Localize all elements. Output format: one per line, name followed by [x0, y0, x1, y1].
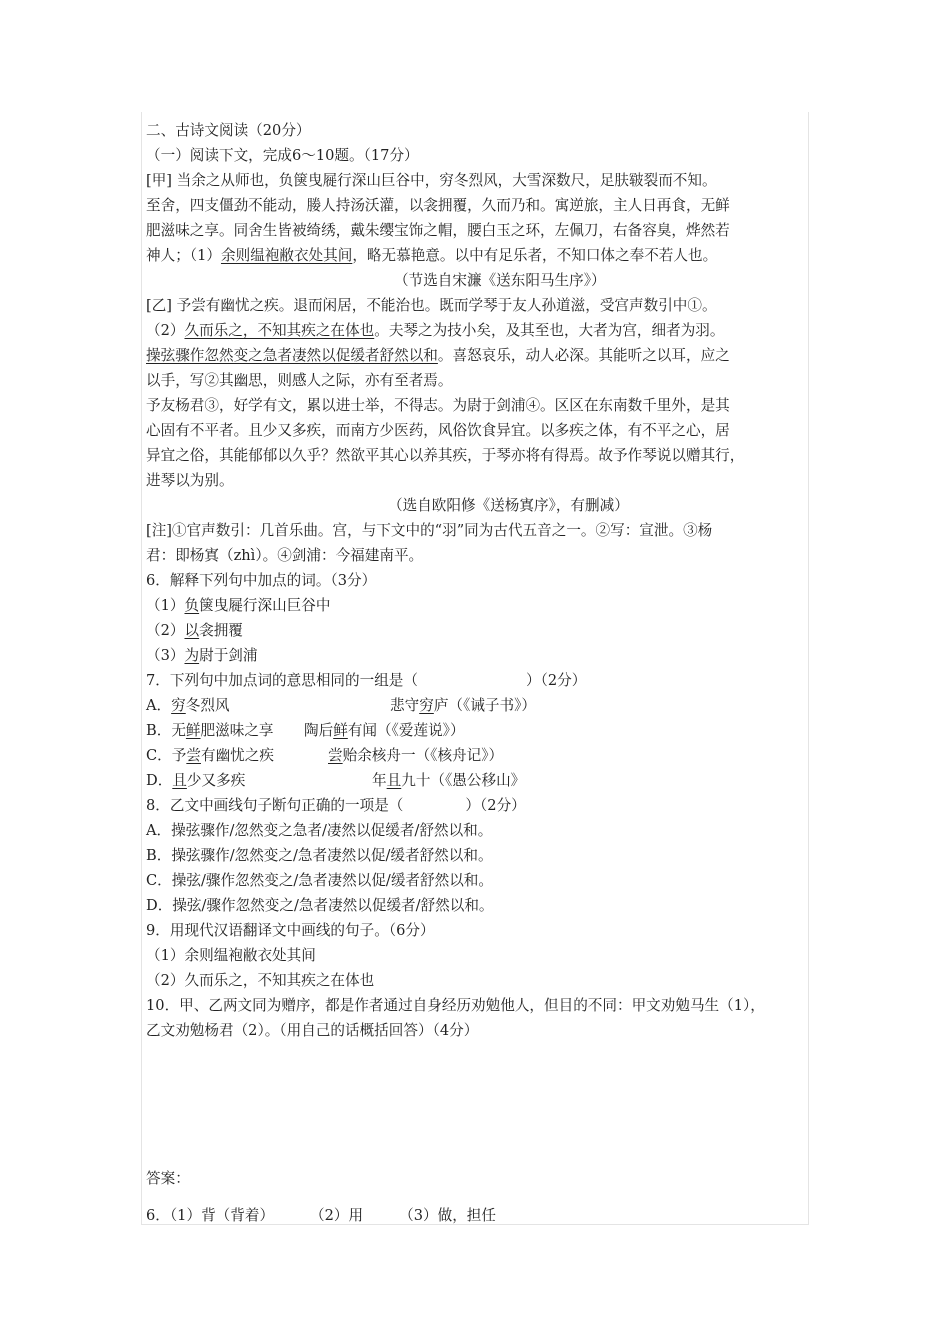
- text: 。喜怒哀乐，动人必深。其能听之以耳，应之: [437, 347, 730, 364]
- text: 九十（《愚公移山》: [401, 772, 526, 789]
- question-7-stem: [146, 668, 810, 693]
- note-line: [注]①官声数引：几首乐曲。宫，与下文中的“羽”同为古代五音之一。②写：宣泄。③杨: [146, 522, 713, 539]
- dotted-word: 穷: [419, 697, 434, 714]
- dotted-word: 穷: [171, 697, 186, 714]
- text: （2）: [146, 322, 185, 339]
- question-6-item: [146, 618, 810, 643]
- text: 冬烈风: [185, 697, 230, 714]
- text: 7．下列句中加点词的意思相同的一组是（: [146, 672, 418, 689]
- dotted-word: 为: [184, 647, 200, 664]
- passage-b-line: [146, 318, 810, 343]
- question-9-item: （2）久而乐之，不知其疾之在体也: [146, 972, 375, 989]
- passage-b-line: [乙] 予尝有幽忧之疾。退而闲居，不能治也。既而学琴于友人孙道滋，受宫声数引中①。: [146, 297, 717, 314]
- text: （3）: [146, 647, 185, 664]
- text: A．: [146, 697, 172, 714]
- passage-b-line: 心固有不平者。且少又多疾，而南方少医药，风俗饮食异宜。以多疾之体，有不平之心，居: [146, 422, 730, 439]
- answer-6-1: （1）背（背着）: [169, 1207, 275, 1224]
- dotted-word: 鲜: [185, 722, 201, 739]
- text: 陶后: [304, 722, 334, 739]
- question-9-stem: 9．用现代汉语翻译文中画线的句子。（6分）: [146, 922, 435, 939]
- question-8-option: A．操弦骤作/忽然变之急者/凄然以促缓者/舒然以和。: [146, 822, 493, 839]
- dotted-word: 负: [184, 597, 200, 614]
- dotted-word: 尝: [328, 747, 343, 764]
- passage-b-line: 予友杨君③，好学有文，累以进士举，不得志。为尉于剑浦④。区区在东南数千里外，是其: [146, 397, 730, 414]
- text: B．无: [146, 722, 186, 739]
- option-d-left: [146, 768, 372, 793]
- question-7-option: [146, 743, 810, 768]
- question-10-line: 10．甲、乙两文同为赠序，都是作者通过自身经历劝勉他人，但目的不同：甲文劝勉马生（1），: [146, 997, 765, 1014]
- question-8-option: B．操弦骤作/忽然变之/急者凄然以促/缓者舒然以和。: [146, 847, 493, 864]
- text: 尉于剑浦: [199, 647, 258, 664]
- passage-a-line: [146, 243, 810, 268]
- text: 悲守: [390, 697, 420, 714]
- text: 神人；（1）: [146, 247, 221, 264]
- passage-b-source: （选自欧阳修《送杨寘序》，有删减）: [388, 497, 629, 514]
- text: 。夫琴之为技小矣，及其至也，大者为宫，细者为羽。: [374, 322, 725, 339]
- text: 8．乙文中画线句子断句正确的一项是（: [146, 797, 404, 814]
- text: ）（2分）: [525, 672, 587, 689]
- text: 6．: [146, 1207, 170, 1224]
- text: 肥滋味之享: [200, 722, 274, 739]
- passage-a-source: （节选自宋濂《送东阳马生序》）: [394, 272, 606, 289]
- text: ，略无慕艳意。以中有足乐者，不知口体之奉不若人也。: [352, 247, 718, 264]
- dotted-word: 以: [184, 622, 200, 639]
- document-body: [146, 118, 810, 1228]
- answer-6-3: （3）做，担任: [399, 1207, 496, 1224]
- question-6-stem: 6．解释下列句中加点的词。（3分）: [146, 572, 377, 589]
- dotted-word: 尝: [186, 747, 201, 764]
- passage-b-line: 以手，写②其幽思，则感人之际，亦有至者焉。: [146, 372, 453, 389]
- question-6-item: [146, 643, 810, 668]
- question-7-option: [146, 768, 810, 793]
- text: C．予: [146, 747, 187, 764]
- question-8-option: D．操弦/骤作忽然变之/急者凄然以促缓者/舒然以和。: [146, 897, 494, 914]
- dotted-word: 且: [172, 772, 187, 789]
- passage-b-line: 异宜之俗，其能郁郁以久乎？然欲平其心以养其疾，于琴亦将有得焉。故予作琴说以赠其行，: [146, 447, 745, 464]
- text: 有闻（《爱莲说》）: [347, 722, 465, 739]
- passage-b-line: 进琴以为别。: [146, 472, 234, 489]
- dotted-word: 鲜: [333, 722, 348, 739]
- text: 有幽忧之疾: [200, 747, 274, 764]
- question-6-item: [146, 593, 810, 618]
- option-c-left: [146, 743, 328, 768]
- answer-6-2: （2）用: [310, 1207, 364, 1224]
- part-one-title: （一）阅读下文，完成6～10题。（17分）: [146, 147, 419, 164]
- passage-b-line: [146, 343, 810, 368]
- underlined-sentence-1: 余则缊袍敝衣处其间: [220, 247, 353, 264]
- text: ）（2分）: [465, 797, 526, 814]
- answer-space: [146, 1043, 810, 1166]
- question-8-stem: [146, 793, 810, 818]
- underlined-sentence-2: 久而乐之，不知其疾之在体也: [184, 322, 375, 339]
- question-7-option: [146, 693, 810, 718]
- option-a-left: [146, 693, 390, 718]
- text: （1）: [146, 597, 185, 614]
- dotted-word: 且: [386, 772, 402, 789]
- text: 贻余核舟一（《核舟记》）: [342, 747, 504, 764]
- answer-label: 答案：: [146, 1170, 190, 1187]
- text: D．: [146, 772, 173, 789]
- option-b-left: [146, 718, 304, 743]
- text: （2）: [146, 622, 185, 639]
- question-7-option: [146, 718, 810, 743]
- text: 庐（《诫子书》）: [433, 697, 536, 714]
- passage-a-line: [甲] 当余之从师也，负箧曳屣行深山巨谷中，穷冬烈风，大雪深数尺，足肤皲裂而不知。: [146, 172, 717, 189]
- question-8-option: C．操弦/骤作忽然变之/急者凄然以促/缓者舒然以和。: [146, 872, 493, 889]
- section-title: 二、古诗文阅读（20分）: [146, 122, 311, 139]
- text: 少又多疾: [186, 772, 246, 789]
- passage-a-line: 至舍，四支僵劲不能动，媵人持汤沃灌，以衾拥覆，久而乃和。寓逆旅，主人日再食，无鲜: [146, 197, 730, 214]
- question-10-line: 乙文劝勉杨君（2）。（用自己的话概括回答）（4分）: [146, 1022, 479, 1039]
- text: 箧曳屣行深山巨谷中: [199, 597, 331, 614]
- question-9-item: （1）余则缊袍敝衣处其间: [146, 947, 316, 964]
- answer-6-line: [146, 1203, 810, 1228]
- text: 衾拥覆: [199, 622, 243, 639]
- text: 年: [372, 772, 387, 789]
- underlined-sentence-3: 操弦骤作忽然变之急者凄然以促缓者舒然以和: [146, 347, 438, 364]
- passage-a-line: 肥滋味之享。同舍生皆被绮绣，戴朱缨宝饰之帽，腰白玉之环，左佩刀，右备容臭，烨然若: [146, 222, 730, 239]
- note-line: 君：即杨寘（zhì）。④剑浦：今福建南平。: [146, 547, 424, 564]
